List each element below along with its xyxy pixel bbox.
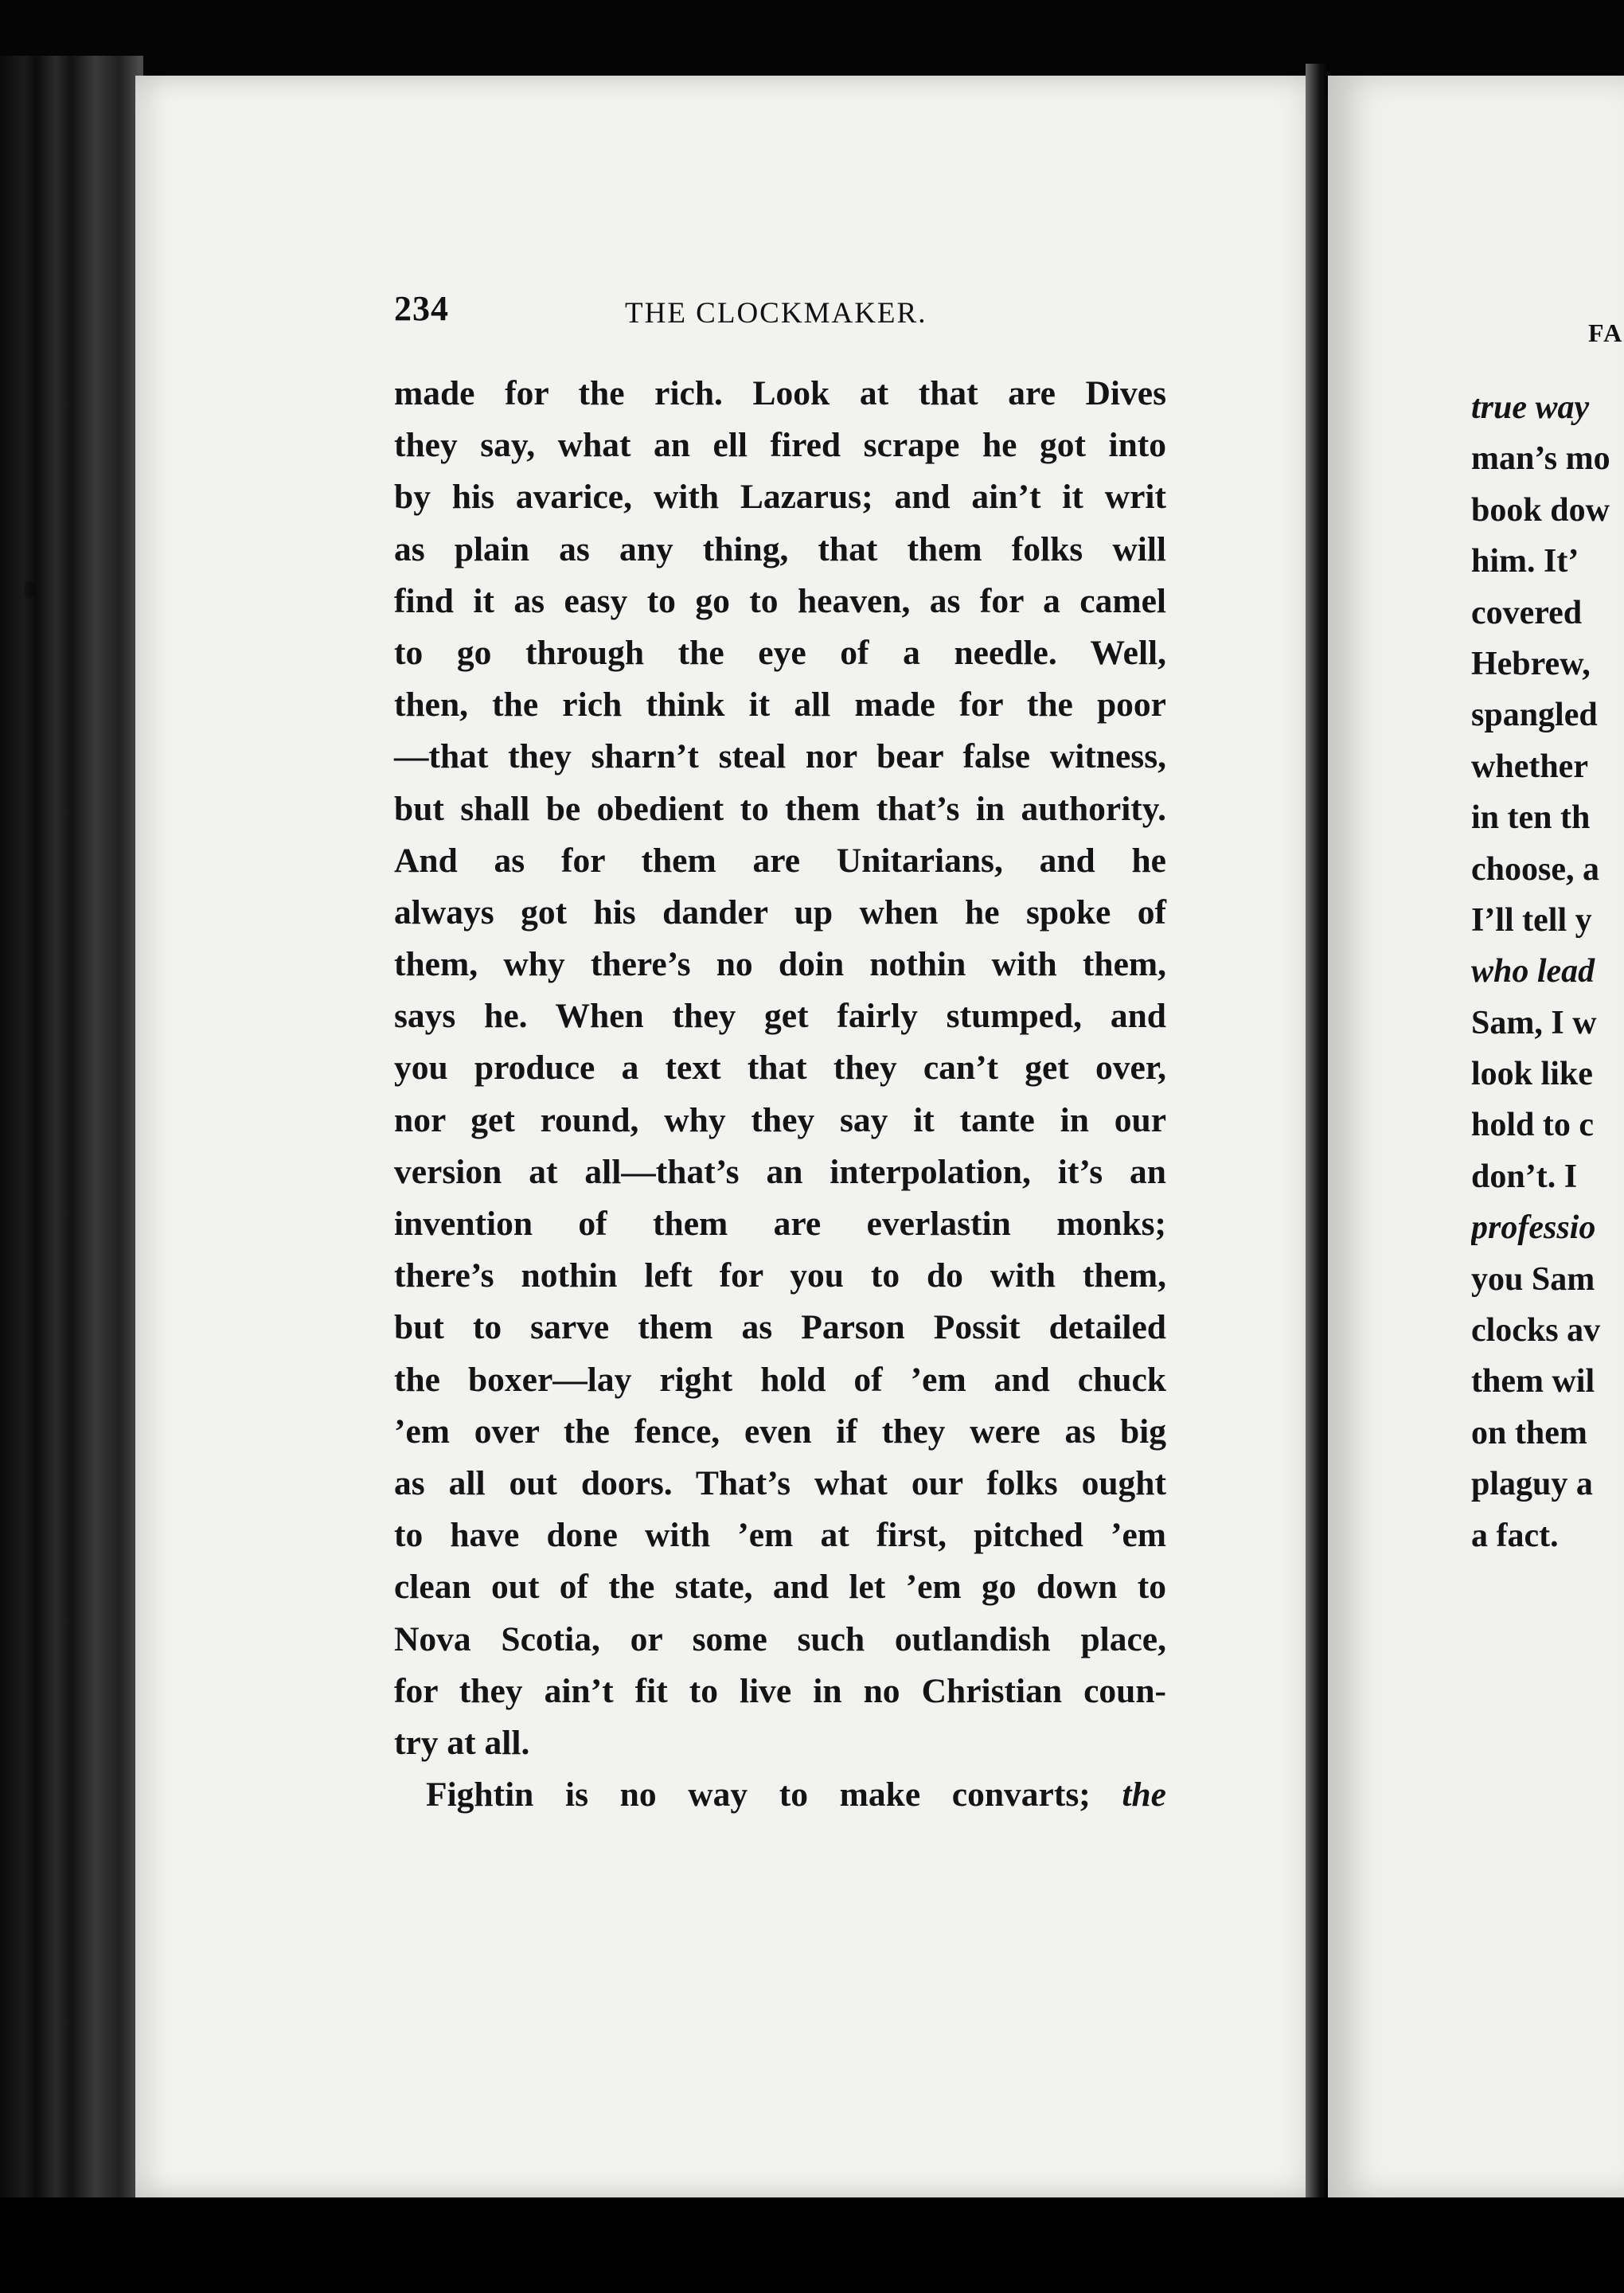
text-line: for they ain’t fit to live in no Christian coun- bbox=[394, 1671, 1166, 1710]
right-text-line: them wil bbox=[1471, 1363, 1595, 1400]
right-text-line: you Sam bbox=[1471, 1260, 1595, 1298]
book-gutter bbox=[1306, 64, 1329, 2205]
right-text-line: Sam, I w bbox=[1471, 1004, 1597, 1041]
right-text-line: man’s mo bbox=[1471, 440, 1610, 478]
text-line: find it as easy to go to heaven, as for a camel bbox=[394, 581, 1166, 620]
text-line: but to sarve them as Parson Possit detailed bbox=[394, 1308, 1166, 1347]
page-number: 234 bbox=[394, 289, 449, 328]
text-line: always got his dander up when he spoke of bbox=[394, 893, 1166, 932]
right-text-line: hold to c bbox=[1471, 1107, 1595, 1144]
text-line: says he. When they get fairly stumped, and bbox=[394, 997, 1166, 1036]
right-text-line: Hebrew, bbox=[1471, 645, 1591, 682]
right-text-line: look like bbox=[1471, 1056, 1593, 1093]
right-text-line: book dow bbox=[1471, 491, 1610, 529]
text-line: they say, what an ell fired scrape he got into bbox=[394, 426, 1166, 465]
text-line: you produce a text that they can’t get over, bbox=[394, 1049, 1166, 1088]
right-text-line: a fact. bbox=[1471, 1517, 1559, 1554]
scan-speck bbox=[24, 581, 35, 599]
right-text-line: true way bbox=[1471, 389, 1590, 426]
right-text-line: whether bbox=[1471, 748, 1588, 785]
right-text-line: choose, a bbox=[1471, 850, 1599, 888]
right-text-line: covered bbox=[1471, 594, 1583, 631]
text-line: nor get round, why they say it tante in our bbox=[394, 1100, 1166, 1139]
text-line: as plain as any thing, that them folks will bbox=[394, 529, 1166, 568]
text-line: there’s nothin left for you to do with them, bbox=[394, 1256, 1166, 1295]
right-running-head-fragment: FA bbox=[1588, 318, 1624, 347]
left-page-body bbox=[394, 368, 1166, 1821]
text-line: as all out doors. That’s what our folks ought bbox=[394, 1463, 1166, 1502]
right-text-line: spangled bbox=[1471, 697, 1598, 734]
text-line: made for the rich. Look at that are Dives bbox=[394, 374, 1166, 412]
text-line: but shall be obedient to them that’s in authority. bbox=[394, 789, 1166, 828]
text-line: invention of them are everlastin monks; bbox=[394, 1205, 1166, 1243]
text-line: ’em over the fence, even if they were as big bbox=[394, 1412, 1166, 1451]
scan-bottom-border bbox=[0, 2197, 1624, 2293]
text-line: And as for them are Unitarians, and he bbox=[394, 841, 1166, 880]
right-text-line: in ten th bbox=[1471, 799, 1591, 837]
running-head: THE CLOCKMAKER. bbox=[625, 297, 927, 330]
right-text-line: plaguy a bbox=[1471, 1466, 1593, 1503]
right-text-line: don’t. I bbox=[1471, 1158, 1578, 1195]
right-text-line: who lead bbox=[1471, 953, 1595, 990]
text-line: the boxer—lay right hold of ’em and chuck bbox=[394, 1360, 1166, 1399]
book-page-stack bbox=[0, 56, 143, 2205]
italic-word: the bbox=[1122, 1775, 1166, 1814]
right-page-body bbox=[1471, 382, 1624, 1561]
right-text-line: clocks av bbox=[1471, 1312, 1601, 1350]
right-text-line: on them bbox=[1471, 1414, 1587, 1451]
text-line: them, why there’s no doin nothin with them, bbox=[394, 945, 1166, 984]
right-text-line: him. It’ bbox=[1471, 543, 1579, 580]
text-line: to have done with ’em at first, pitched ’em bbox=[394, 1516, 1166, 1555]
right-text-line: I’ll tell y bbox=[1471, 901, 1592, 939]
text-line: version at all—that’s an interpolation, it’s an bbox=[394, 1152, 1166, 1191]
text-line: then, the rich think it all made for the poor bbox=[394, 686, 1166, 725]
right-text-line: professio bbox=[1471, 1209, 1596, 1247]
text-line: try at all. bbox=[394, 1723, 530, 1762]
paragraph-start-text: Fightin is no way to make convarts; bbox=[426, 1775, 1091, 1814]
text-line: Nova Scotia, or some such outlandish place, bbox=[394, 1619, 1166, 1658]
text-line: by his avarice, with Lazarus; and ain’t it writ bbox=[394, 478, 1166, 517]
text-line: clean out of the state, and let ’em go down to bbox=[394, 1568, 1166, 1607]
text-line: —that they sharn’t steal nor bear false witness, bbox=[394, 737, 1166, 776]
text-line: to go through the eye of a needle. Well, bbox=[394, 633, 1166, 672]
paragraph-start-line bbox=[394, 1769, 1166, 1821]
